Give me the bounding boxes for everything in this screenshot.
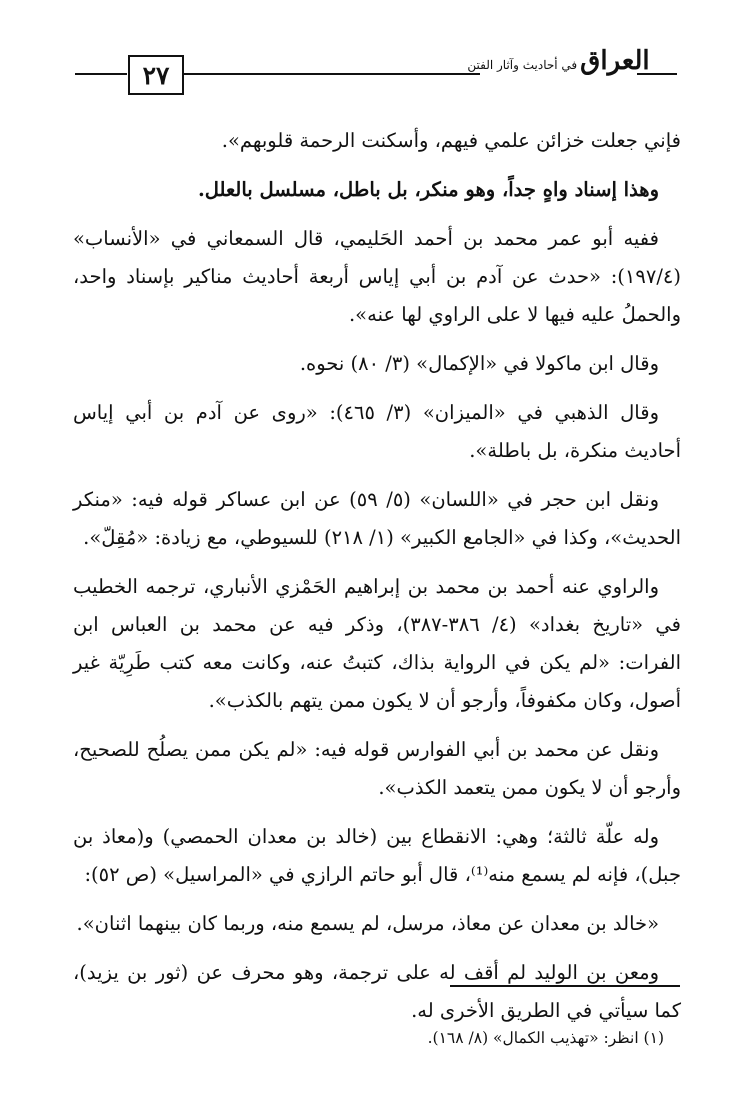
book-title-main: العراق	[580, 46, 650, 76]
page-number: ٢٧	[128, 55, 184, 95]
paragraph: ومعن بن الوليد لم أقف له على ترجمة، وهو محرف عن (ثور بن يزيد)، كما سيأتي في الطريق الأخرى له.	[73, 961, 681, 1022]
paragraph: وهذا إسناد واهٍ جداً، وهو منكر، بل باطل، مسلسل بالعلل.	[197, 178, 659, 201]
paragraph: ونقل عن محمد بن أبي الفوارس قوله فيه: «لم يكن ممن يصلُح للصحيح، وأرجو أن لا يكون ممن يتعمد الكذب».	[73, 738, 681, 799]
paragraph: وقال الذهبي في «الميزان» (٣/ ٤٦٥): «روى عن آدم بن أبي إياس أحاديث منكرة، بل باطلة».	[73, 401, 681, 462]
paragraph: وقال ابن ماكولا في «الإكمال» (٣/ ٨٠) نحوه.	[299, 352, 659, 375]
book-title-sub: في أحاديث وآثار الفتن	[467, 58, 578, 72]
footnote: (١) انظر: «تهذيب الكمال» (٨/ ١٦٨).	[427, 1029, 664, 1047]
paragraph: ونقل ابن حجر في «اللسان» (٥/ ٥٩) عن ابن عساكر قوله فيه: «منكر الحديث»، وكذا في «الجامع الكبير» (١/ ٢١٨) للسيوطي، مع زيادة: «مُقِلّ».	[73, 488, 681, 549]
main-text	[73, 122, 681, 1041]
page-header	[0, 0, 753, 110]
footnote-separator	[450, 985, 680, 987]
paragraph: ففيه أبو عمر محمد بن أحمد الحَليمي، قال السمعاني في «الأنساب» (١٩٧/٤): «حدث عن آدم بن أبي إياس أربعة أحاديث مناكير بإسناد واحد، والحملُ عليه فيها لا على الراوي لها عنه».	[73, 227, 681, 326]
paragraph: «خالد بن معدان عن معاذ، مرسل، لم يسمع منه، وربما كان بينهما اثنان».	[76, 912, 659, 935]
header-rule-right	[637, 73, 677, 75]
running-title	[467, 46, 650, 90]
paragraph: وله علّة ثالثة؛ وهي: الانقطاع بين (خالد بن معدان الحمصي) و(معاذ بن جبل)، فإنه لم يسمع منه⁽¹⁾، قال أبو حاتم الرازي في «المراسيل» (ص ٥٢):	[73, 825, 681, 886]
header-rule-left	[75, 73, 127, 75]
header-rule-middle	[182, 73, 480, 75]
paragraph: والراوي عنه أحمد بن محمد بن إبراهيم الحَمْزي الأنباري، ترجمه الخطيب في «تاريخ بغداد» (٤/ ٣٨٦-٣٨٧)، وذكر فيه عن محمد بن العباس ابن الفرات: «لم يكن في الرواية بذاك، كتبتُ عنه، وكانت معه كتب طَرِيّة غير أصول، وكان مكفوفاً، وأرجو أن لا يكون ممن يتهم بالكذب».	[73, 575, 681, 712]
paragraph: فإني جعلت خزائن علمي فيهم، وأسكنت الرحمة قلوبهم».	[221, 129, 681, 152]
